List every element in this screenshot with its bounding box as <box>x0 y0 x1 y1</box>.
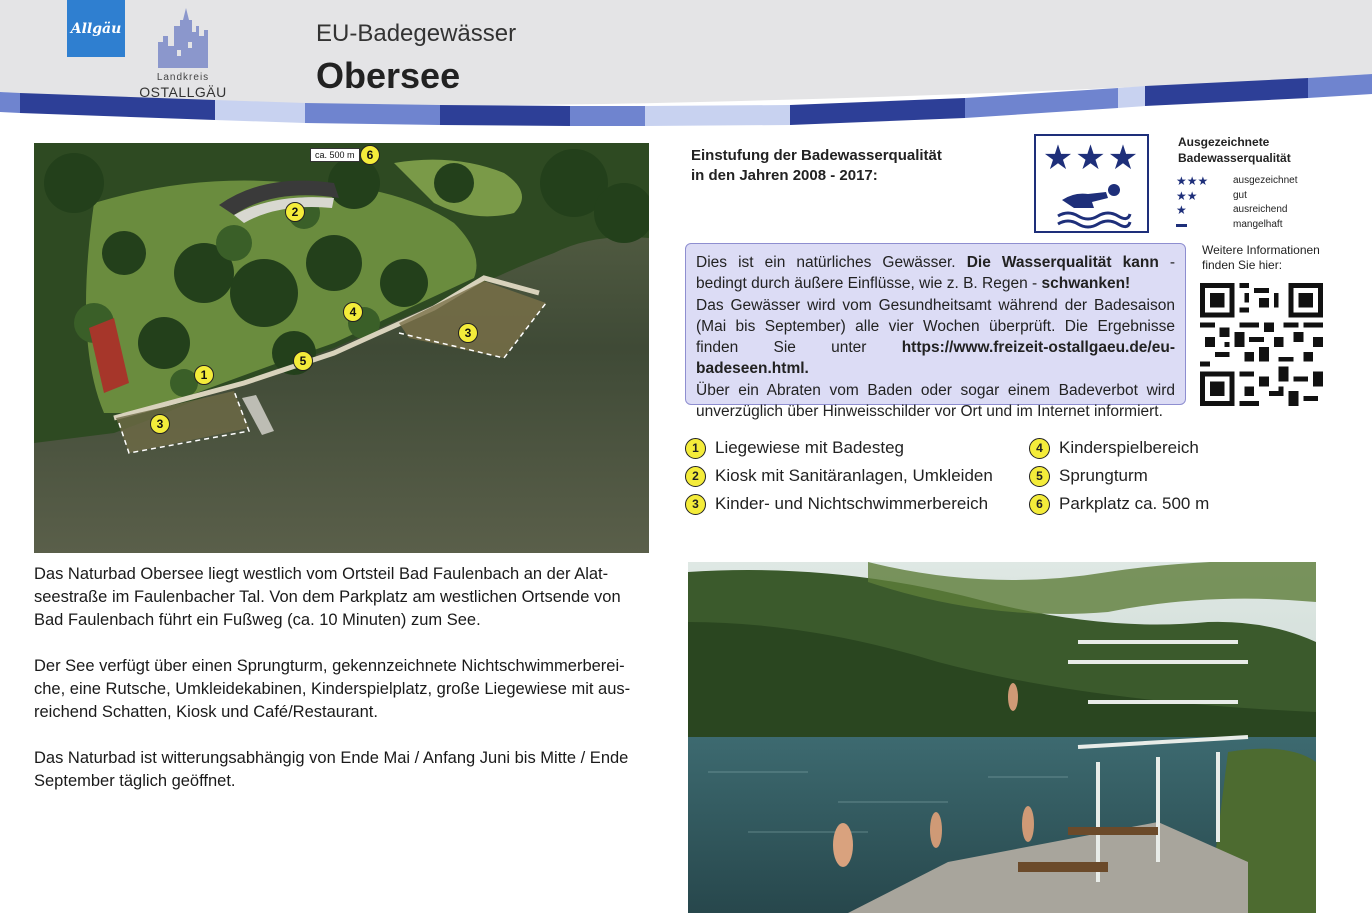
legend-label-poor: mangelhaft <box>1233 218 1283 230</box>
notice-bold-2: schwanken! <box>1041 275 1131 293</box>
legend-stars-sufficient: ★ <box>1176 203 1187 217</box>
legend-number-6: 6 <box>1029 494 1050 515</box>
legend-label-6: Parkplatz ca. 500 m <box>1059 494 1210 513</box>
minus-bar-icon <box>1176 224 1187 227</box>
map-marker-3-left: 3 <box>150 414 170 434</box>
legend-label-1: Liegewiese mit Badesteg <box>715 438 905 457</box>
map-marker-3-right: 3 <box>458 323 478 343</box>
legend-item-2 <box>685 464 993 488</box>
more-info-line-2: finden Sie hier: <box>1202 258 1283 272</box>
legend-label-4: Kinderspielbereich <box>1059 438 1199 457</box>
description-paragraph-3: Das Naturbad ist witterungsabhängig von Ende Mai / Anfang Juni bis Mitte / Ende September täglich geöffnet. <box>34 749 629 790</box>
swimmer-icon <box>1054 180 1132 230</box>
legend-stars-good: ★★ <box>1176 188 1198 203</box>
legend-label-sufficient: ausreichend <box>1233 204 1288 215</box>
quality-legend-title-line-1: Ausgezeichnete <box>1178 135 1270 149</box>
map-marker-4: 4 <box>343 302 363 322</box>
legend-stars-excellent: ★★★ <box>1176 174 1209 188</box>
water-quality-notice <box>685 243 1186 421</box>
legend-item-1 <box>685 436 904 460</box>
legend-item-3 <box>685 492 988 516</box>
quality-legend-title-line-2: Badewasserqualität <box>1178 151 1291 165</box>
map-marker-5: 5 <box>293 351 313 371</box>
more-info-line-1: Weitere Informationen <box>1202 243 1320 257</box>
notice-text-4: Über ein Abraten vom Baden oder sogar einem Badeverbot wird unverzüglich über Hinweisschilder vor Ort und im Internet informiert. <box>696 381 1175 421</box>
legend-item-4 <box>1029 436 1199 460</box>
header-banner <box>0 0 1372 132</box>
legend-label-2: Kiosk mit Sanitäranlagen, Umkleiden <box>715 466 993 485</box>
eu-title: EU-Badegewässer <box>316 20 517 47</box>
quality-legend-stars <box>1176 174 1209 232</box>
notice-text-1: Dies ist ein natürliches Gewässer. <box>696 254 967 271</box>
legend-number-5: 5 <box>1029 466 1050 487</box>
rating-heading-line-1: Einstufung der Badewasserqualität <box>691 147 942 164</box>
notice-text-3: Das Gewässer wird vom Gesundheitsamt während der Badesaison (Mai bis September) alle vier Wochen überprüft. Die Ergebnisse finden Sie unter <box>696 296 1175 357</box>
landkreis-label: Landkreis <box>156 72 210 83</box>
description-paragraph-1: Das Naturbad Obersee liegt westlich vom Ortsteil Bad Faulenbach an der Alat-seestraße im Faulenbacher Tal. Von dem Parkplatz am westlichen Ortsende von Bad Faulenbach führt ein Fußweg (ca. 10 Minuten) zum See. <box>34 565 621 629</box>
rating-stars: ★★★ <box>1042 139 1141 177</box>
legend-number-2: 2 <box>685 466 706 487</box>
map-marker-1: 1 <box>194 365 214 385</box>
legend-item-6 <box>1029 492 1209 516</box>
legend-number-3: 3 <box>685 494 706 515</box>
legend-number-4: 4 <box>1029 438 1050 459</box>
legend-label-3: Kinder- und Nichtschwimmerbereich <box>715 494 989 513</box>
aerial-photo-drawing <box>34 143 649 553</box>
map-marker-2: 2 <box>285 202 305 222</box>
notice-text-2: - bedingt durch äußere Einflüsse, wie z. B. Regen - <box>696 254 1176 293</box>
legend-label-excellent: ausgezeichnet <box>1233 175 1298 186</box>
legend-label-5: Sprungturm <box>1059 466 1148 485</box>
legend-item-5 <box>1029 464 1148 488</box>
page-title: Obersee <box>316 55 461 96</box>
description-paragraph-2: Der See verfügt über einen Sprungturm, gekennzeichnete Nichtschwimmerberei-che, eine Rutsche, Umkleidekabinen, Kinderspielplatz, große Liegewiese mit aus-reichend Schatten, Kiosk und Café/Restaurant. <box>34 657 631 721</box>
quality-legend-title <box>1178 134 1338 166</box>
lake-photo <box>688 562 1316 913</box>
rating-badge <box>1034 134 1149 233</box>
description <box>34 563 649 816</box>
notice-url-link[interactable]: https://www.freizeit-ostallgaeu.de/eu-badeseen.html. <box>696 339 1175 378</box>
ostallgaeu-label: OSTALLGÄU <box>139 84 227 100</box>
legend-bar-poor <box>1176 218 1206 233</box>
parking-distance-label: ca. 500 m <box>310 148 360 162</box>
qr-code[interactable] <box>1200 283 1323 406</box>
rating-heading <box>691 146 991 186</box>
rating-heading-line-2: in den Jahren 2008 - 2017: <box>691 167 878 184</box>
legend-number-1: 1 <box>685 438 706 459</box>
allgaeu-logo-text: Allgäu <box>70 20 122 37</box>
lake-photo-drawing <box>688 562 1316 913</box>
aerial-photo <box>34 143 649 553</box>
header-wave-band <box>0 72 1372 132</box>
quality-legend-labels <box>1233 174 1298 232</box>
more-info-label <box>1202 243 1352 273</box>
castle-icon <box>150 6 216 70</box>
allgaeu-logo <box>67 0 125 57</box>
legend-label-good: gut <box>1233 189 1247 201</box>
notice-bold-1: Die Wasserqualität kann <box>966 254 1159 271</box>
map-marker-6: 6 <box>360 145 380 165</box>
